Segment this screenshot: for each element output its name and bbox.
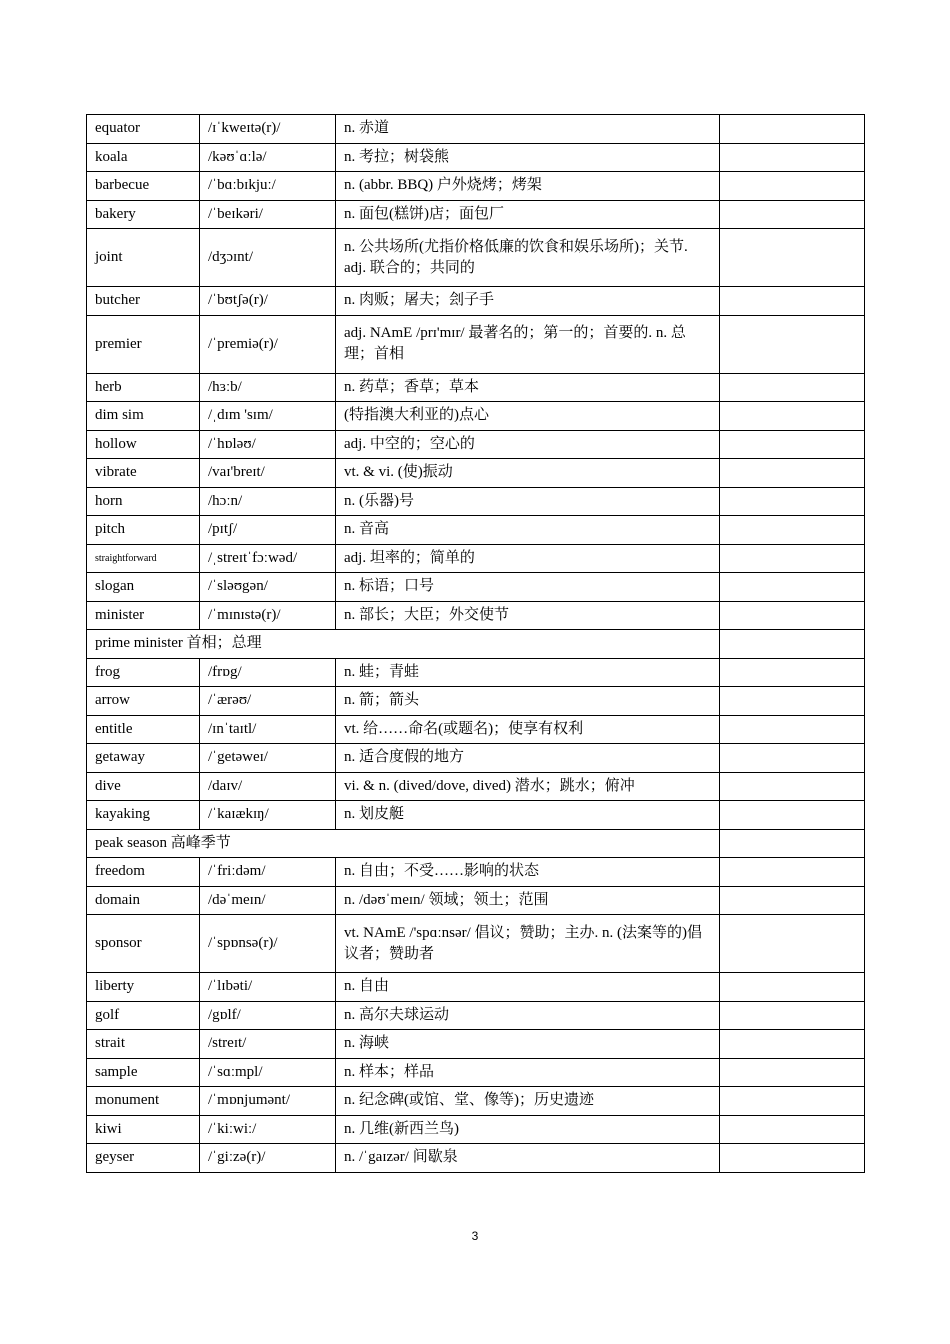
- word-cell: bakery: [87, 200, 200, 229]
- table-row: [87, 858, 865, 887]
- phonetic-cell: /ˈhɒləʊ/: [200, 430, 336, 459]
- table-row: [87, 630, 865, 659]
- phonetic-cell: /dʒɔɪnt/: [200, 229, 336, 287]
- table-row: [87, 459, 865, 488]
- meaning-cell: n. 标语；口号: [336, 573, 720, 602]
- table-row: [87, 715, 865, 744]
- meaning-cell: adj. NAmE /prɪ'mɪr/ 最著名的；第一的；首要的. n. 总理；首相: [336, 315, 720, 373]
- phonetic-cell: /ˈgetəweɪ/: [200, 744, 336, 773]
- notes-cell: [720, 143, 865, 172]
- meaning-cell: n. (乐器)号: [336, 487, 720, 516]
- phonetic-cell: /dəˈmeɪn/: [200, 886, 336, 915]
- page-number: 3: [471, 1229, 479, 1243]
- table-row: [87, 915, 865, 973]
- meaning-cell: n. /ˈgaɪzər/ 间歇泉: [336, 1144, 720, 1173]
- phonetic-cell: /kəʊˈɑːlə/: [200, 143, 336, 172]
- word-cell: domain: [87, 886, 200, 915]
- word-cell: sample: [87, 1058, 200, 1087]
- notes-cell: [720, 487, 865, 516]
- table-row: [87, 287, 865, 316]
- meaning-cell: n. /dəʊˈmeɪn/ 领域；领土；范围: [336, 886, 720, 915]
- meaning-cell: n. 样本；样品: [336, 1058, 720, 1087]
- notes-cell: [720, 915, 865, 973]
- notes-cell: [720, 601, 865, 630]
- word-cell: kiwi: [87, 1115, 200, 1144]
- notes-cell: [720, 1030, 865, 1059]
- notes-cell: [720, 459, 865, 488]
- notes-cell: [720, 1144, 865, 1173]
- phonetic-cell: /daɪv/: [200, 772, 336, 801]
- notes-cell: [720, 1058, 865, 1087]
- phonetic-cell: /ˈmɪnɪstə(r)/: [200, 601, 336, 630]
- table-row: [87, 200, 865, 229]
- word-cell: monument: [87, 1087, 200, 1116]
- word-cell: golf: [87, 1001, 200, 1030]
- phonetic-cell: /ˈpremiə(r)/: [200, 315, 336, 373]
- word-cell: minister: [87, 601, 200, 630]
- table-row: [87, 1030, 865, 1059]
- phonetic-cell: /ɪˈkweɪtə(r)/: [200, 115, 336, 144]
- phonetic-cell: /ˈfriːdəm/: [200, 858, 336, 887]
- notes-cell: [720, 772, 865, 801]
- table-row: [87, 172, 865, 201]
- phonetic-cell: /streɪt/: [200, 1030, 336, 1059]
- notes-cell: [720, 516, 865, 545]
- word-cell: kayaking: [87, 801, 200, 830]
- word-cell: liberty: [87, 973, 200, 1002]
- table-row: [87, 115, 865, 144]
- word-cell: frog: [87, 658, 200, 687]
- phrase-cell: peak season 高峰季节: [87, 829, 720, 858]
- word-cell: vibrate: [87, 459, 200, 488]
- notes-cell: [720, 544, 865, 573]
- table-row: [87, 315, 865, 373]
- table-row: [87, 658, 865, 687]
- meaning-cell: n. 纪念碑(或馆、堂、像等)；历史遗迹: [336, 1087, 720, 1116]
- phonetic-cell: /pɪtʃ/: [200, 516, 336, 545]
- table-row: [87, 373, 865, 402]
- meaning-cell: n. 自由: [336, 973, 720, 1002]
- meaning-cell: (特指澳大利亚的)点心: [336, 402, 720, 431]
- word-cell: koala: [87, 143, 200, 172]
- table-row: [87, 1058, 865, 1087]
- table-row: [87, 516, 865, 545]
- word-cell: pitch: [87, 516, 200, 545]
- phonetic-cell: /ˈsləʊgən/: [200, 573, 336, 602]
- meaning-cell: n. 划皮艇: [336, 801, 720, 830]
- table-row: [87, 573, 865, 602]
- notes-cell: [720, 1001, 865, 1030]
- word-cell: sponsor: [87, 915, 200, 973]
- table-row: [87, 601, 865, 630]
- word-cell: premier: [87, 315, 200, 373]
- phonetic-cell: /ˈmɒnjumənt/: [200, 1087, 336, 1116]
- table-row: [87, 430, 865, 459]
- table-row: [87, 1087, 865, 1116]
- phonetic-cell: /ˈgiːzə(r)/: [200, 1144, 336, 1173]
- meaning-cell: n. 几维(新西兰鸟): [336, 1115, 720, 1144]
- word-cell: straightforward: [87, 544, 200, 573]
- notes-cell: [720, 229, 865, 287]
- table-row: [87, 801, 865, 830]
- notes-cell: [720, 402, 865, 431]
- table-row: [87, 1144, 865, 1173]
- table-row: [87, 402, 865, 431]
- word-cell: geyser: [87, 1144, 200, 1173]
- phonetic-cell: /vaɪ'breɪt/: [200, 459, 336, 488]
- word-cell: freedom: [87, 858, 200, 887]
- meaning-cell: n. 高尔夫球运动: [336, 1001, 720, 1030]
- phonetic-cell: /ˌstreɪtˈfɔːwəd/: [200, 544, 336, 573]
- word-cell: slogan: [87, 573, 200, 602]
- table-row: [87, 772, 865, 801]
- word-cell: dim sim: [87, 402, 200, 431]
- phrase-cell: prime minister 首相；总理: [87, 630, 720, 659]
- phonetic-cell: /ˈsɑːmpl/: [200, 1058, 336, 1087]
- table-row: [87, 1001, 865, 1030]
- vocabulary-table-body: [87, 115, 865, 1173]
- notes-cell: [720, 1087, 865, 1116]
- meaning-cell: n. 部长；大臣；外交使节: [336, 601, 720, 630]
- phonetic-cell: /ɪnˈtaɪtl/: [200, 715, 336, 744]
- notes-cell: [720, 829, 865, 858]
- phonetic-cell: /ˌdɪm 'sɪm/: [200, 402, 336, 431]
- word-cell: herb: [87, 373, 200, 402]
- word-cell: butcher: [87, 287, 200, 316]
- word-cell: hollow: [87, 430, 200, 459]
- phonetic-cell: /ˈkaɪækɪŋ/: [200, 801, 336, 830]
- meaning-cell: vi. & n. (dived/dove, dived) 潜水；跳水；俯冲: [336, 772, 720, 801]
- notes-cell: [720, 630, 865, 659]
- notes-cell: [720, 744, 865, 773]
- phonetic-cell: /hɜːb/: [200, 373, 336, 402]
- notes-cell: [720, 315, 865, 373]
- meaning-cell: n. (abbr. BBQ) 户外烧烤；烤架: [336, 172, 720, 201]
- meaning-cell: n. 面包(糕饼)店；面包厂: [336, 200, 720, 229]
- phonetic-cell: /ˈbʊtʃə(r)/: [200, 287, 336, 316]
- phonetic-cell: /frɒg/: [200, 658, 336, 687]
- notes-cell: [720, 373, 865, 402]
- phonetic-cell: /ˈspɒnsə(r)/: [200, 915, 336, 973]
- meaning-cell: n. 海峡: [336, 1030, 720, 1059]
- table-row: [87, 229, 865, 287]
- word-cell: horn: [87, 487, 200, 516]
- table-row: [87, 487, 865, 516]
- notes-cell: [720, 801, 865, 830]
- word-cell: equator: [87, 115, 200, 144]
- meaning-cell: adj. 中空的；空心的: [336, 430, 720, 459]
- meaning-cell: n. 公共场所(尤指价格低廉的饮食和娱乐场所)；关节. adj. 联合的；共同的: [336, 229, 720, 287]
- notes-cell: [720, 200, 865, 229]
- word-cell: entitle: [87, 715, 200, 744]
- phonetic-cell: /hɔːn/: [200, 487, 336, 516]
- word-cell: joint: [87, 229, 200, 287]
- phonetic-cell: /ˈbeɪkəri/: [200, 200, 336, 229]
- meaning-cell: n. 自由；不受……影响的状态: [336, 858, 720, 887]
- notes-cell: [720, 973, 865, 1002]
- phonetic-cell: /ˈkiːwiː/: [200, 1115, 336, 1144]
- meaning-cell: n. 蛙；青蛙: [336, 658, 720, 687]
- vocabulary-table: [86, 114, 865, 1173]
- notes-cell: [720, 715, 865, 744]
- table-row: [87, 1115, 865, 1144]
- notes-cell: [720, 172, 865, 201]
- meaning-cell: n. 肉贩；屠夫；刽子手: [336, 287, 720, 316]
- meaning-cell: vt. 给……命名(或题名)；使享有权利: [336, 715, 720, 744]
- phonetic-cell: /gɒlf/: [200, 1001, 336, 1030]
- table-row: [87, 886, 865, 915]
- phonetic-cell: /ˈlɪbəti/: [200, 973, 336, 1002]
- meaning-cell: n. 考拉；树袋熊: [336, 143, 720, 172]
- notes-cell: [720, 687, 865, 716]
- meaning-cell: adj. 坦率的；简单的: [336, 544, 720, 573]
- meaning-cell: n. 药草；香草；草本: [336, 373, 720, 402]
- meaning-cell: vt. & vi. (使)振动: [336, 459, 720, 488]
- meaning-cell: n. 箭；箭头: [336, 687, 720, 716]
- notes-cell: [720, 573, 865, 602]
- notes-cell: [720, 115, 865, 144]
- notes-cell: [720, 287, 865, 316]
- word-cell: barbecue: [87, 172, 200, 201]
- table-row: [87, 973, 865, 1002]
- notes-cell: [720, 430, 865, 459]
- table-row: [87, 143, 865, 172]
- meaning-cell: n. 适合度假的地方: [336, 744, 720, 773]
- word-cell: dive: [87, 772, 200, 801]
- table-row: [87, 744, 865, 773]
- notes-cell: [720, 1115, 865, 1144]
- word-cell: getaway: [87, 744, 200, 773]
- notes-cell: [720, 858, 865, 887]
- table-row: [87, 829, 865, 858]
- word-cell: arrow: [87, 687, 200, 716]
- meaning-cell: n. 音高: [336, 516, 720, 545]
- meaning-cell: vt. NAmE /'spɑːnsər/ 倡议；赞助；主办. n. (法案等的)倡议者；赞助者: [336, 915, 720, 973]
- notes-cell: [720, 658, 865, 687]
- meaning-cell: n. 赤道: [336, 115, 720, 144]
- phonetic-cell: /ˈærəʊ/: [200, 687, 336, 716]
- table-row: [87, 544, 865, 573]
- phonetic-cell: /ˈbɑːbɪkjuː/: [200, 172, 336, 201]
- word-cell: strait: [87, 1030, 200, 1059]
- notes-cell: [720, 886, 865, 915]
- table-row: [87, 687, 865, 716]
